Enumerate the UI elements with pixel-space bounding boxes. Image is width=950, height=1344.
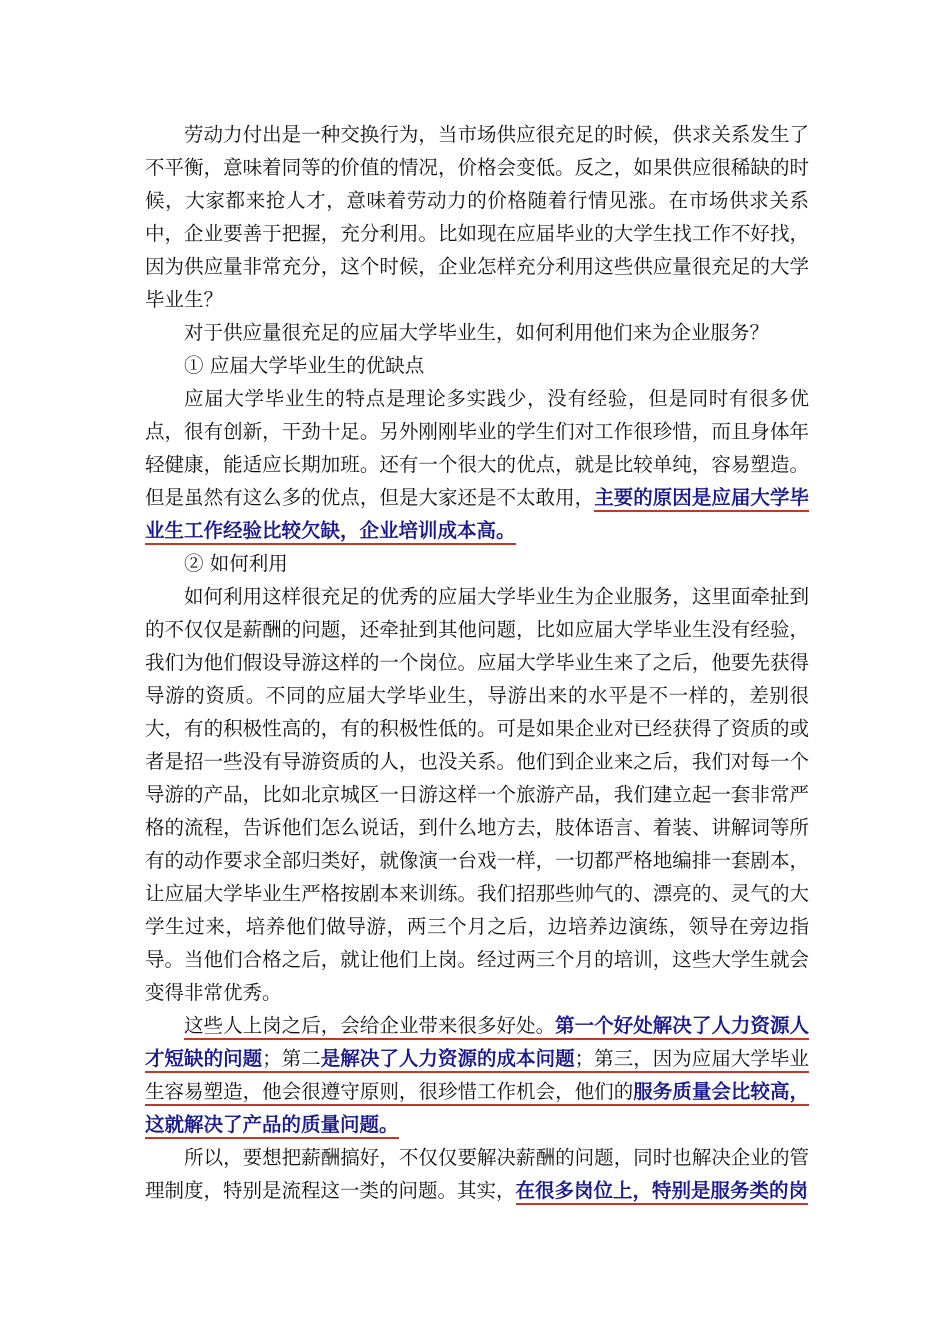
paragraph-benefits — [145, 1009, 809, 1141]
paragraph-question: 对于供应量很充足的应届大学毕业生，如何利用他们来为企业服务？ — [184, 321, 770, 344]
heading-how-to-use: ② 如何利用 — [184, 552, 288, 575]
graduate-traits-text: 应届大学毕业生的特点是理论多实践少，没有经验，但是同时有很多优点，很有创新，干劲十足。另外刚刚毕业的学生们对工作很珍惜，而且身体年轻健康，能适应长期加班。还有一个很大的优点，就是比较单纯，容易塑造。但是虽然有这么多的优点，但是大家还是不太敢用， — [145, 387, 809, 509]
highlight-benefit-three: 服务质量会比较高，这就解决了产品的质量问题。 — [145, 1080, 809, 1139]
paragraph-labor-supply: 劳动力付出是一种交换行为，当市场供应很充足的时候，供求关系发生了不平衡，意味着同等的价值的情况，价格会变低。反之，如果供应很稀缺的时候，大家都来抢人才，意味着劳动力的价格随着行情见涨。在市场供求关系中，企业要善于把握，充分利用。比如现在应届毕业的大学生找工作不好找，因为供应量非常充分，这个时候，企业怎样充分利用这些供应量很充足的大学毕业生？ — [145, 123, 809, 311]
highlight-benefit-two: 是解决了人力资源的成本问题 — [321, 1047, 575, 1073]
conclusion-text: 所以，要想把薪酬搞好，不仅仅要解决薪酬的问题，同时也解决企业的管理制度，特别是流程这一类的问题。其实， — [145, 1146, 809, 1202]
paragraph-conclusion — [145, 1141, 809, 1207]
paragraph-graduate-traits — [145, 382, 809, 547]
highlight-service-positions: 在很多岗位上，特别是服务类的岗 — [516, 1179, 809, 1205]
paragraph-tour-guide-example: 如何利用这样很充足的优秀的应届大学毕业生为企业服务，这里面牵扯到的不仅仅是薪酬的问题，还牵扯到其他问题，比如应届大学毕业生没有经验，我们为他们假设导游这样的一个岗位。应届大学毕业生来了之后，他要先获得导游的资质。不同的应届大学毕业生，导游出来的水平是不一样的，差别很大，有的积极性高的，有的积极性低的。可是如果企业对已经获得了资质的或者是招一些没有导游资质的人，也没关系。他们到企业来之后，我们对每一个导游的产品，比如北京城区一日游这样一个旅游产品，我们建立起一套非常严格的流程，告诉他们怎么说话，到什么地方去，肢体语言、着装、讲解词等所有的动作要求全部归类好，就像演一台戏一样，一切都严格地编排一套剧本，让应届大学毕业生严格按剧本来训练。我们招那些帅气的、漂亮的、灵气的大学生过来，培养他们做导游，两三个月之后，边培养边演练，领导在旁边指导。当他们合格之后，就让他们上岗。经过两三个月的培训，这些大学生就会变得非常优秀。 — [145, 585, 809, 1004]
highlight-benefit-one: 第一个好处解决了人力资源人才短缺的问题 — [145, 1014, 809, 1073]
benefit-two-label: ；第二 — [262, 1047, 321, 1073]
benefits-intro: 这些人上岗之后，会给企业带来很多好处。 — [184, 1014, 555, 1040]
highlight-main-reason: 主要的原因是应届大学毕业生工作经验比较欠缺，企业培训成本高。 — [145, 486, 809, 545]
benefit-three-text: ；第三，因为应届大学毕业生容易塑造，他会很遵守原则，很珍惜工作机会，他们的 — [145, 1047, 809, 1106]
heading-pros-cons: ① 应届大学毕业生的优缺点 — [184, 354, 425, 377]
document-page — [145, 118, 809, 1207]
